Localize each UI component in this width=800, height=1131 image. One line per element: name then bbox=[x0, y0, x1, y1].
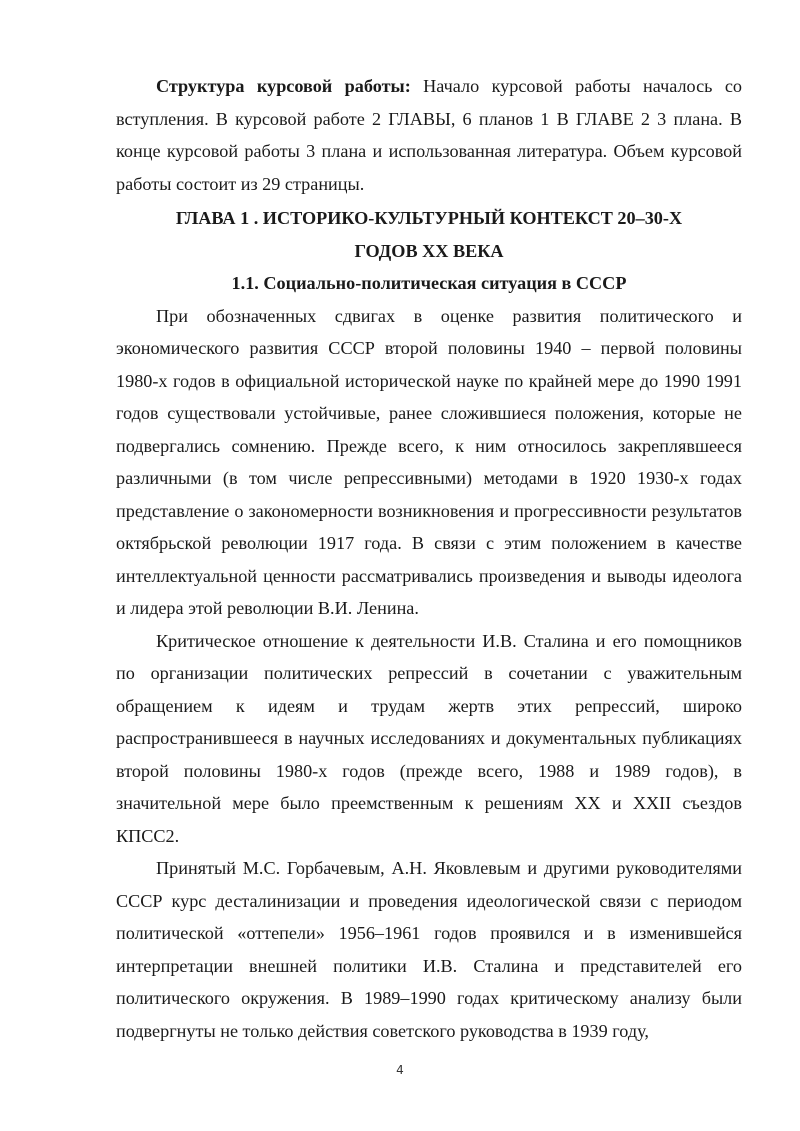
intro-paragraph bbox=[116, 70, 742, 200]
body-paragraph-2: Критическое отношение к деятельности И.В. Сталина и его помощников по организации политических репрессий в сочетании с уважительным обращением к идеям и трудам жертв этих репрессий, широко распространившееся в научных исследованиях и документальных публикациях второй половины 1980-х годов (прежде всего, 1988 и 1989 годов), в значительной мере было преемственным к решениям XX и XXII съездов КПСС2. bbox=[116, 630, 742, 846]
chapter-title-line-2: ГОДОВ XX ВЕКА bbox=[354, 240, 504, 261]
intro-label: Структура курсовой работы: bbox=[156, 76, 411, 96]
body-paragraph-1: При обозначенных сдвигах в оценке развития политического и экономического развития СССР второй половины 1940 – первой половины 1980-х годов в официальной исторической науке по крайней мере до 1990 1991 годов существовали устойчивые, ранее сложившиеся положения, которые не подвергались сомнению. Прежде всего, к ним относилось закреплявшееся различными (в том числе репрессивными) методами в 1920 1930-х годах представление о закономерности возникновения и прогрессивности результатов октябрьской революции 1917 года. В связи с этим положением в качестве интеллектуальной ценности рассматривались произведения и выводы идеолога и лидера этой революции В.И. Ленина. bbox=[116, 305, 742, 618]
chapter-title-line-1: ГЛАВА 1 . ИСТОРИКО-КУЛЬТУРНЫЙ КОНТЕКСТ 20–30-Х bbox=[175, 208, 683, 228]
section-title: 1.1. Социально-политическая ситуация в СССР bbox=[231, 273, 627, 293]
intro-text: Начало курсовой работы началось со вступления. В курсовой работе 2 ГЛАВЫ, 6 планов 1 В ГЛАВЕ 2 3 плана. В конце курсовой работы 3 плана и использованная литература. Объем курсовой работы состоит из 29 страницы. bbox=[116, 76, 742, 194]
body-paragraph-3: Принятый М.С. Горбачевым, А.Н. Яковлевым и другими руководителями СССР курс десталинизации и проведения идеологической связи с периодом политической «оттепели» 1956–1961 годов проявился и в изменившейся интерпретации внешней политики И.В. Сталина и представителей его политического окружения. В 1989–1990 годах критическому анализу были подвергнуты не только действия советского руководства в 1939 году, bbox=[116, 858, 742, 1041]
page-number: 4 bbox=[396, 1063, 404, 1077]
page-content bbox=[116, 70, 742, 1047]
